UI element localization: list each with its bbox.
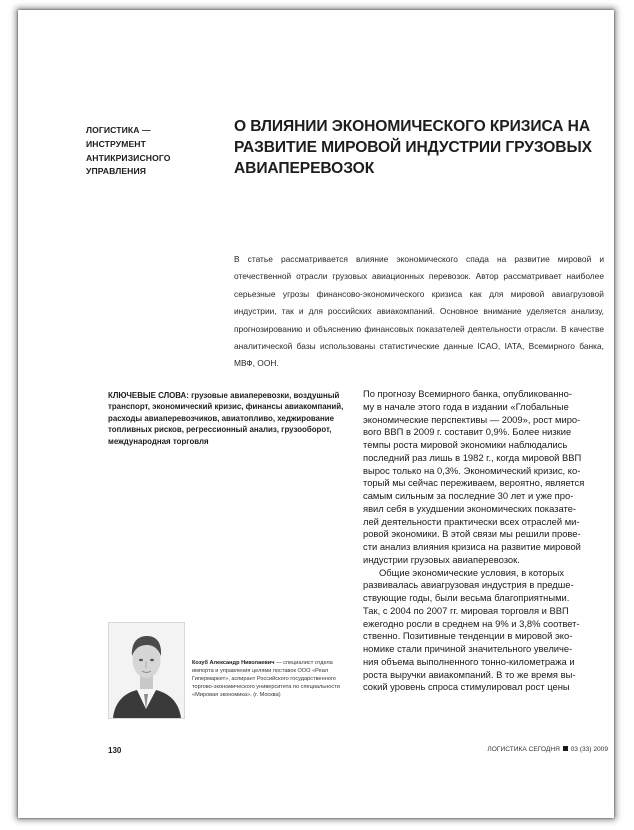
running-footer — [470, 746, 608, 753]
body-line: торый мы сейчас переживаем, вероятно, является — [363, 477, 585, 489]
keywords-text: грузовые авиаперевозки, воздушный транспорт, экономический кризис, финансы авиакомпаний, расходы авиаперевозчиков, авиатопливо, хеджирование топливных рисков, регрессионный анализ, грузооборот, международная торговля — [108, 391, 344, 446]
body-line: ственно. Позитивные тенденции в мировой эко- — [363, 630, 573, 642]
body-line: роста выручки авиакомпаний. В то же время вы- — [363, 668, 576, 680]
body-line: самым сильным за последние 30 лет и уже про- — [363, 490, 574, 501]
author-name: Козуб Александр Николаевич — [192, 660, 275, 666]
author-portrait-image — [109, 623, 184, 718]
author-photo — [108, 622, 185, 719]
body-line: явил себя в ухудшении экономических показате- — [363, 502, 577, 514]
body-line: ежегодно росли в среднем на 9% и 3,8% соответ- — [363, 617, 580, 629]
body-line: сокий уровень спроса стимулировал рост цены — [363, 681, 570, 693]
article-title: О ВЛИЯНИИ ЭКОНОМИЧЕСКОГО КРИЗИСА НА РАЗВИТИЕ МИРОВОЙ ИНДУСТРИИ ГРУЗОВЫХ АВИАПЕРЕВОЗОК — [234, 118, 592, 177]
body-line: ствующие годы, были весьма благоприятными. — [363, 592, 570, 603]
body-line: лей деятельности практически всех отраслей ми- — [363, 515, 580, 527]
article-body — [363, 388, 609, 694]
body-line: последний раз лишь в 1982 г., когда мировой ВВП — [363, 451, 582, 463]
body-line: ния объема выполненного тонно-километража и — [363, 655, 575, 667]
body-line: экономические перспективы — 2009», рост миро- — [363, 413, 581, 425]
journal-name: ЛОГИСТИКА СЕГОДНЯ — [487, 746, 560, 753]
body-line: По прогнозу Всемирного банка, опубликованно- — [363, 388, 572, 399]
keywords-label: КЛЮЧЕВЫЕ СЛОВА: — [108, 391, 189, 400]
article-abstract: В статье рассматривается влияние экономического спада на развитие мировой и отечественной отрасли грузовых авиационных перевозок. Автор рассматривает наиболее серьезные угрозы финансово-экономического кризиса как для мировой авиагрузовой индустрии, так и для российских авиакомпаний. Основное внимание уделяется анализу, прогнозированию и объяснению финансовых показателей деятельности отрасли. В качестве аналитической базы использованы статистические данные ICAO, IATA, Всемирного банка, МВФ, ООН. — [234, 254, 604, 369]
body-line: вырос только на 0,3%. Экономический кризис, ко- — [363, 464, 581, 476]
section-label: ЛОГИСТИКА — ИНСТРУМЕНТ АНТИКРИЗИСНОГО УПРАВЛЕНИЯ — [86, 125, 171, 177]
body-line: Так, с 2004 по 2007 гг. мировая торговля и ВВП — [363, 604, 569, 616]
page-number: 130 — [108, 746, 122, 755]
journal-page — [18, 10, 614, 818]
body-line: номике стали причиной значительного увеличе- — [363, 643, 573, 654]
body-line: вого ВВП в 2009 г. составит 0,9%. Более низкие — [363, 426, 572, 438]
issue-number: 03 (33) 2009 — [570, 746, 608, 753]
square-bullet-icon — [563, 746, 568, 751]
author-bio: — специалист отдела импорта и управления целями поставок ООО «Реал Гипермаркет», аспирант Российского государственного торгово-экономического университета по специальности «Мировая экономика». (г. Москва) — [192, 660, 340, 698]
author-info — [192, 659, 342, 699]
body-line: ровой экономики. В этой связи мы решили прове- — [363, 528, 581, 540]
body-line: му в начале этого года в издании «Глобальные — [363, 400, 569, 412]
body-line: индустрии грузовых авиаперевозок. — [363, 553, 520, 565]
body-line: развивалась авиагрузовая индустрия в предше- — [363, 579, 574, 591]
body-line: сти анализ влияния кризиса на развитие мировой — [363, 541, 581, 552]
body-line: темпы роста мировой экономики наблюдались — [363, 439, 568, 450]
body-line: Общие экономические условия, в которых — [379, 566, 565, 578]
keywords-block — [108, 390, 348, 447]
